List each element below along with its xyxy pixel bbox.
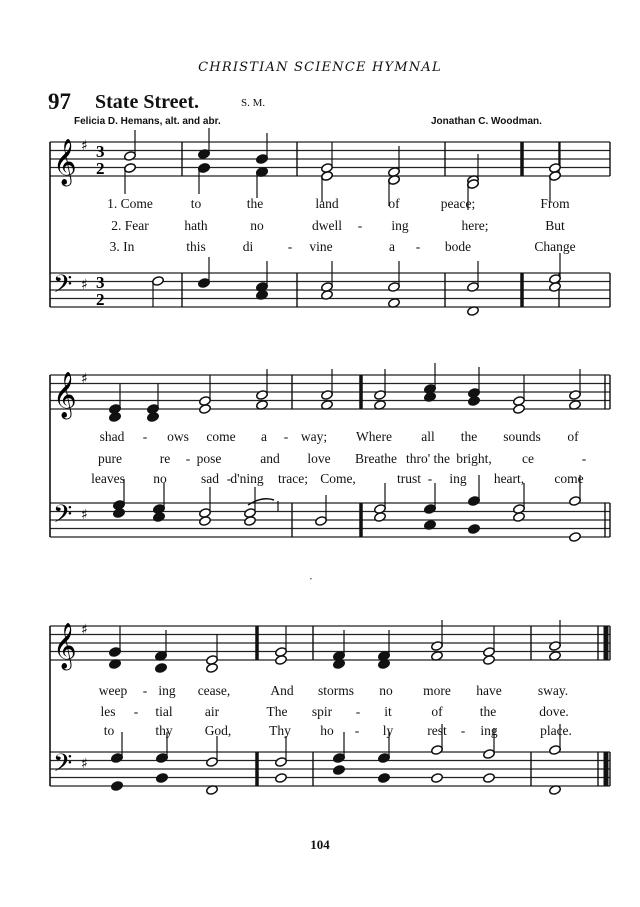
verse-line: [0, 450, 640, 468]
lyric-syllable: -: [185, 451, 191, 466]
lyric-syllable: spir: [311, 704, 333, 719]
lyric-syllable: the: [479, 704, 497, 719]
time-signature-denominator: 2: [96, 159, 105, 178]
lyric-syllable: dwell: [312, 218, 342, 233]
lyric-syllable: trace;: [278, 471, 308, 486]
lyric-syllable: ing: [480, 723, 498, 738]
lyric-syllable: here;: [461, 218, 489, 233]
lyric-syllable: di: [242, 239, 254, 254]
lyric-syllable: no: [250, 218, 264, 233]
lyric-syllable: Change: [534, 239, 576, 254]
sharp-icon: ♯: [81, 622, 88, 638]
note-head: [483, 655, 496, 666]
hymn-number: 97: [48, 89, 71, 114]
treble-clef-icon: 𝄞: [53, 623, 77, 669]
bass-clef-icon: 𝄢: [53, 500, 73, 535]
lyric-syllable: Come,: [320, 471, 356, 486]
note-head: [378, 773, 391, 784]
lyric-syllable: no: [379, 683, 393, 698]
lyric-syllable: cease,: [197, 683, 231, 698]
note-head: [109, 412, 122, 423]
lyric-syllable: sad: [201, 471, 219, 486]
lyric-syllable: Where: [356, 429, 392, 444]
note-head: [374, 512, 387, 523]
lyric-syllable: it: [384, 704, 392, 719]
lyric-syllable: to: [103, 723, 115, 738]
lyric-syllable: 3. In: [109, 239, 135, 254]
lyric-syllable: ing: [158, 683, 176, 698]
lyric-syllable: But: [545, 218, 565, 233]
lyric-syllable: -: [283, 429, 289, 444]
lyric-syllable: all: [421, 429, 435, 444]
lyric-syllable: a: [389, 239, 395, 254]
lyric-syllable: 2. Fear: [111, 218, 149, 233]
treble-clef-icon: 𝄞: [53, 372, 77, 418]
sharp-icon: ♯: [81, 371, 88, 387]
meter: S. M.: [241, 97, 266, 109]
lyric-syllable: rest: [427, 723, 447, 738]
lyric-syllable: bright,: [456, 451, 492, 466]
sharp-icon: ♯: [81, 277, 88, 293]
note-head: [275, 773, 288, 784]
lyric-syllable: come: [206, 429, 236, 444]
lyric-syllable: come: [554, 471, 584, 486]
lyric-syllable: ing: [449, 471, 467, 486]
lyric-syllable: hath: [184, 218, 208, 233]
verse-line: [0, 722, 640, 740]
bass-clef-icon: 𝄢: [53, 749, 73, 784]
lyric-syllable: love: [307, 451, 331, 466]
sharp-icon: ♯: [81, 507, 88, 523]
lyric-syllable: the: [246, 196, 264, 211]
note-head: [468, 524, 481, 535]
lyric-syllable: -: [354, 723, 360, 738]
lyric-syllable: sounds: [503, 429, 541, 444]
lyric-syllable: air: [204, 704, 220, 719]
lyric-syllable: ows: [167, 429, 189, 444]
lyric-syllable: way;: [300, 429, 328, 444]
lyric-syllable: -: [581, 451, 587, 466]
note-head: [513, 404, 526, 415]
print-speck: ·: [309, 572, 313, 586]
note-head: [199, 516, 212, 527]
note-head: [199, 404, 212, 415]
lyric-syllable: pure: [98, 451, 122, 466]
lyric-syllable: weep: [98, 683, 128, 698]
lyric-syllable: Thy: [269, 723, 291, 738]
note-head: [155, 663, 168, 674]
tune-name: State Street.: [95, 91, 200, 113]
lyric-syllable: pose: [196, 451, 222, 466]
time-signature-numerator: 3: [96, 142, 105, 161]
lyric-syllable: ce: [522, 451, 534, 466]
note-head: [156, 773, 169, 784]
verse-line: [0, 217, 640, 235]
lyric-syllable: shad: [99, 429, 125, 444]
lyric-syllable: ing: [391, 218, 409, 233]
lyric-syllable: -: [142, 429, 148, 444]
lyric-syllable: place.: [540, 723, 572, 738]
lyric-syllable: of: [431, 704, 443, 719]
lyric-syllable: -: [226, 471, 232, 486]
lyric-syllable: thy: [155, 723, 173, 738]
lyric-syllable: heart,: [493, 471, 525, 486]
lyric-syllable: of: [567, 429, 579, 444]
time-signature-denominator: 2: [96, 290, 105, 309]
running-head: CHRISTIAN SCIENCE HYMNAL: [198, 60, 442, 75]
note-head: [569, 532, 582, 543]
note-head: [113, 508, 126, 519]
lyric-syllable: more: [423, 683, 451, 698]
lyric-syllable: trust: [396, 471, 422, 486]
lyric-syllable: vine: [309, 239, 333, 254]
author-credit: Felicia D. Hemans, alt. and abr.: [74, 116, 221, 127]
verse-line: [0, 238, 640, 256]
lyric-syllable: -: [133, 704, 139, 719]
lyric-syllable: this: [186, 239, 206, 254]
note-head: [275, 655, 288, 666]
lyric-syllable: les: [100, 704, 116, 719]
lyric-syllable: thro' the: [405, 451, 451, 466]
sharp-icon: ♯: [81, 756, 88, 772]
lyric-syllable: -: [142, 683, 148, 698]
lyric-syllable: -: [427, 471, 433, 486]
note-head: [483, 773, 496, 784]
note-head: [147, 412, 160, 423]
note-head: [111, 781, 124, 792]
lyric-syllable: no: [153, 471, 167, 486]
composer-credit: Jonathan C. Woodman.: [431, 116, 542, 127]
note-head: [431, 773, 444, 784]
verse-line: [0, 195, 640, 213]
note-head: [206, 663, 219, 674]
lyric-syllable: -: [415, 239, 421, 254]
tie: [248, 499, 274, 505]
verse-line: [0, 703, 640, 721]
lyric-syllable: to: [190, 196, 202, 211]
lyric-syllable: have: [476, 683, 502, 698]
lyric-syllable: bode: [444, 239, 472, 254]
verse-line: [0, 428, 640, 446]
note-head: [468, 396, 481, 407]
note-head: [153, 512, 166, 523]
lyric-syllable: and: [260, 451, 280, 466]
lyric-syllable: -: [355, 704, 361, 719]
lyric-syllable: -: [460, 723, 466, 738]
lyric-syllable: From: [540, 196, 570, 211]
lyric-syllable: dove.: [539, 704, 569, 719]
lyric-syllable: The: [266, 704, 288, 719]
lyric-syllable: re: [159, 451, 171, 466]
lyric-syllable: God,: [204, 723, 232, 738]
verse-line: [0, 682, 640, 700]
treble-clef-icon: 𝄞: [53, 139, 77, 185]
bass-clef-icon: 𝄢: [53, 270, 73, 305]
lyric-syllable: d'ning: [230, 471, 264, 486]
lyric-syllable: leaves: [91, 471, 125, 486]
lyric-syllable: storms: [317, 683, 355, 698]
lyric-syllable: -: [357, 218, 363, 233]
lyric-syllable: land: [315, 196, 339, 211]
verse-line: [0, 470, 640, 488]
note-head: [333, 765, 346, 776]
lyric-syllable: tial: [155, 704, 173, 719]
lyric-syllable: ly: [382, 723, 394, 738]
lyric-syllable: of: [388, 196, 400, 211]
lyric-syllable: -: [287, 239, 293, 254]
lyric-syllable: peace;: [440, 196, 476, 211]
lyric-syllable: ho: [320, 723, 334, 738]
page-number: 104: [310, 837, 330, 852]
lyric-syllable: sway.: [537, 683, 569, 698]
lyric-syllable: the: [460, 429, 478, 444]
lyric-syllable: 1. Come: [107, 196, 153, 211]
note-head: [244, 516, 257, 527]
lyric-syllable: And: [270, 683, 294, 698]
sharp-icon: ♯: [81, 138, 88, 154]
time-signature-numerator: 3: [96, 273, 105, 292]
lyric-syllable: Breathe: [355, 451, 397, 466]
lyric-syllable: a: [261, 429, 267, 444]
note-head: [513, 512, 526, 523]
